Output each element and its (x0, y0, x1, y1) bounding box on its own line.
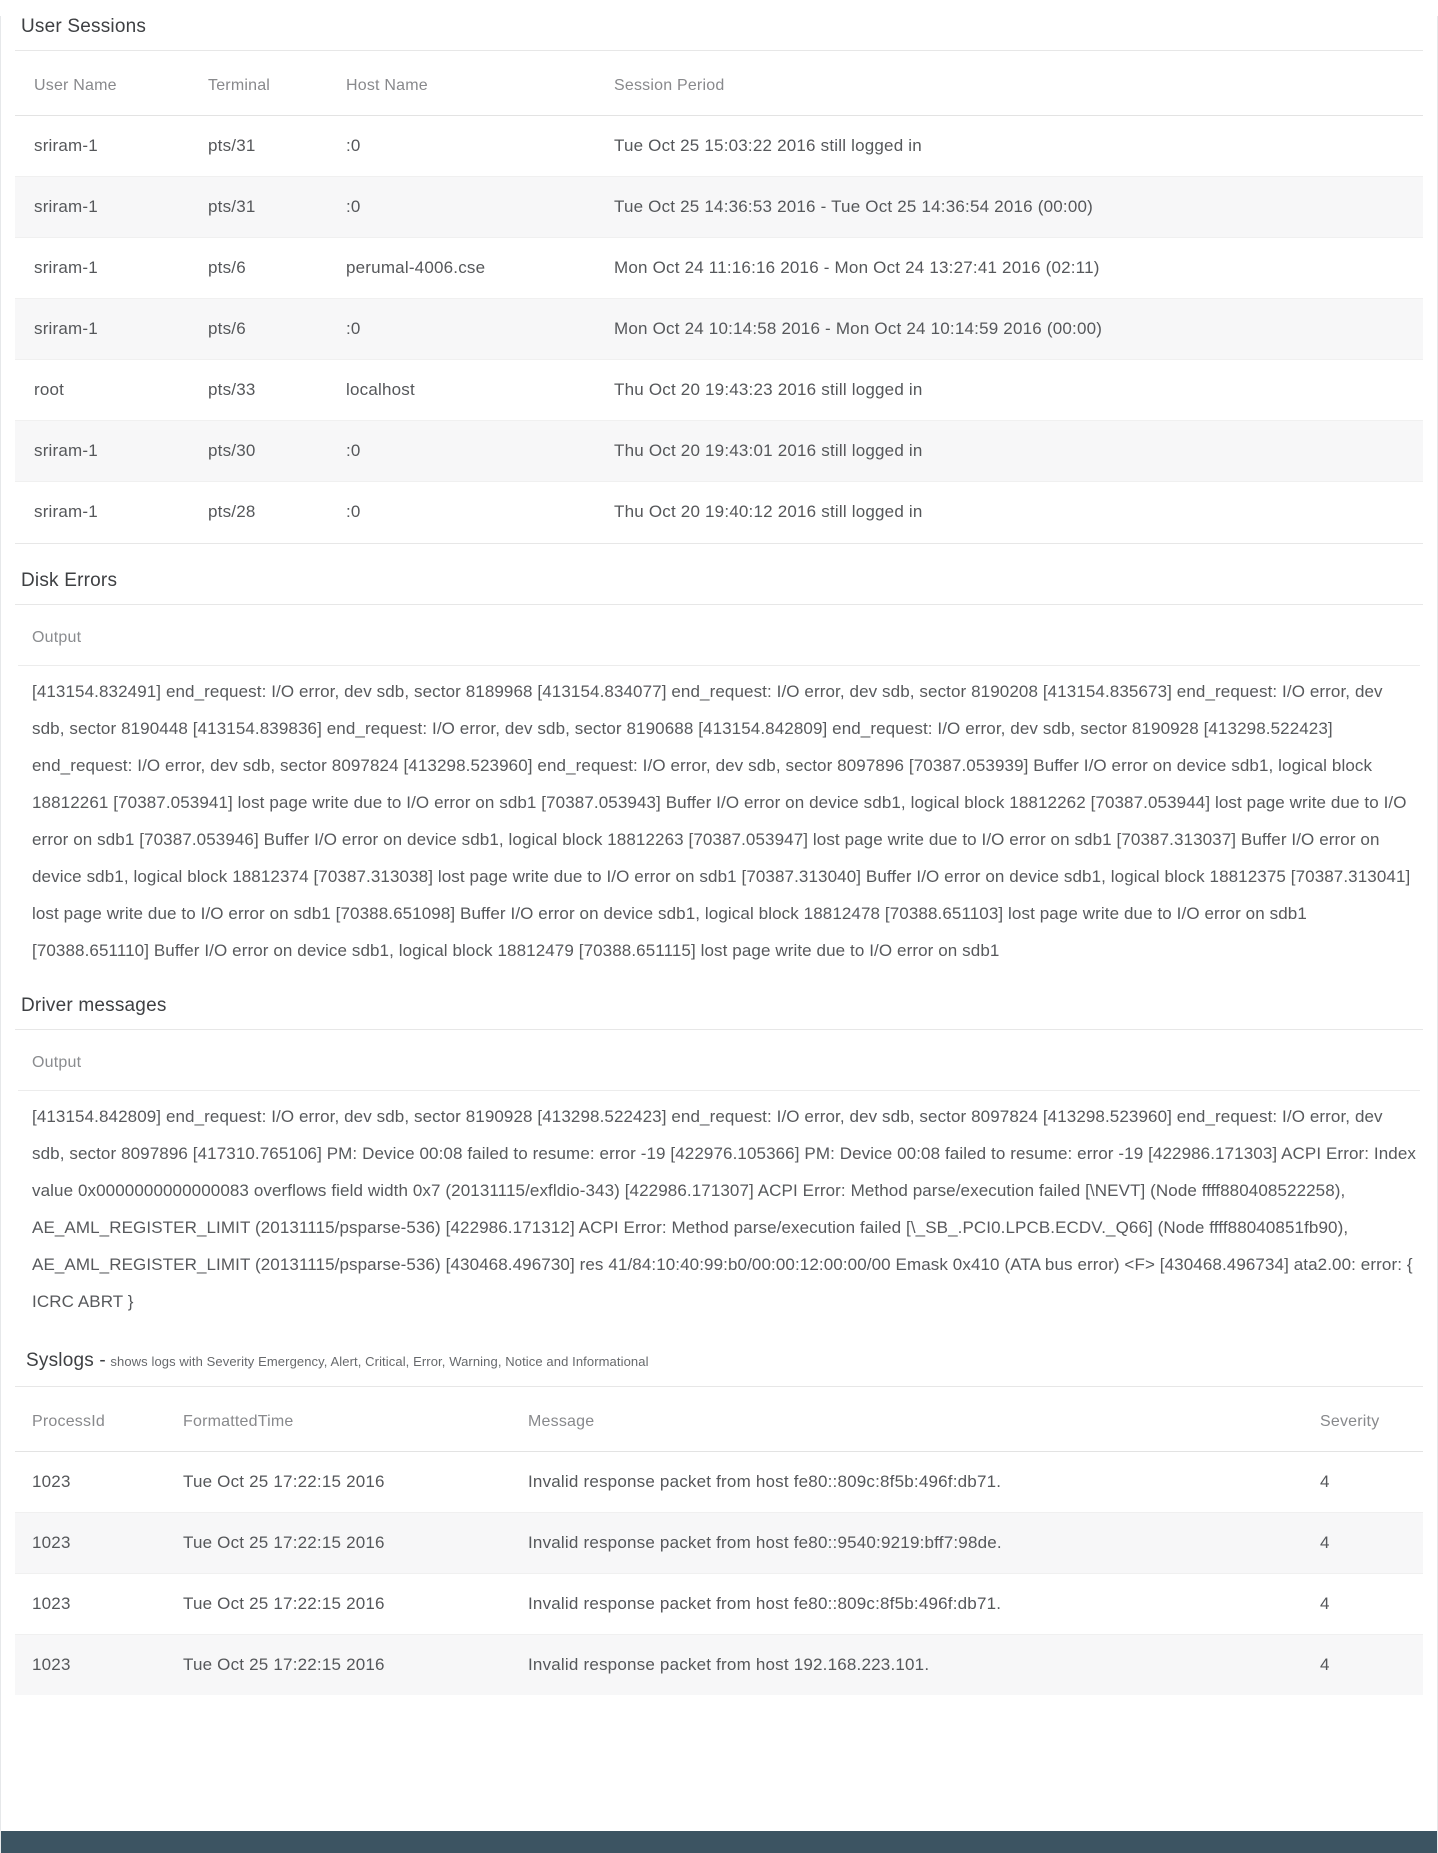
table-cell-terminal: pts/28 (189, 482, 327, 543)
col-session-period: Session Period (595, 51, 1423, 116)
table-cell-user: sriram-1 (15, 421, 189, 482)
col-severity: Severity (1303, 1387, 1423, 1452)
table-cell-period: Tue Oct 25 15:03:22 2016 still logged in (614, 136, 922, 155)
disk-errors-output-label: Output (32, 628, 82, 646)
driver-messages-output-text: [413154.842809] end_request: I/O error, dev sdb, sector 8190928 [413298.522423] end_request: I/O error, dev sdb, sector 8097824 [413298.523960] end_request: I/O error, dev sdb, sector 8097896 [417310.765106] PM: Device 00:08 failed to resume: error -19 [422976.105366] PM: Device 00:08 failed to resume: error -19 [422986.171303] ACPI Error: Index value 0x0000000000000083 overflows field width 0x7 (20131115/exfldio-343) [422986.171307] ACPI Error: Method parse/execution failed [\NEVT] (Node ffff880408522258), AE_AML_REGISTER_LIMIT (20131115/psparse-536) [422986.171312] ACPI Error: Method parse/execution failed [\_SB_.PCI0.LPCB.ECDV._Q66] (Node ffff88040851fb90), AE_AML_REGISTER_LIMIT (20131115/psparse-536) [430468.496730] res 41/84:10:40:99:b0/00:00:12:00:00/00 Emask 0x410 (ATA bus error) <F> [430468.496734] ata2.00: error: { ICRC ABRT } (32, 1106, 1416, 1311)
syslogs-subtitle: shows logs with Severity Emergency, Alert, Critical, Error, Warning, Notice and Informational (110, 1353, 649, 1369)
footer-bar (1, 1831, 1437, 1853)
divider (18, 665, 1420, 666)
table-cell-pid: 1023 (15, 1512, 166, 1573)
table-cell-user: root (15, 360, 189, 421)
table-cell-message: Invalid response packet from host fe80::809c:8f5b:496f:db71. (528, 1471, 1002, 1491)
table-cell-period: Thu Oct 20 19:43:23 2016 still logged in (595, 360, 1423, 421)
table-cell-period: Mon Oct 24 10:14:58 2016 - Mon Oct 24 10:14:59 2016 (00:00) (595, 299, 1423, 360)
table-cell-host: :0 (327, 421, 595, 482)
table-cell-message: Invalid response packet from host 192.168.223.101. (511, 1634, 1303, 1695)
disk-errors-output-text: [413154.832491] end_request: I/O error, dev sdb, sector 8189968 [413154.834077] end_request: I/O error, dev sdb, sector 8190208 [413154.835673] end_request: I/O error, dev sdb, sector 8190448 [413154.839836] end_request: I/O error, dev sdb, sector 8190688 [413154.842809] end_request: I/O error, dev sdb, sector 8190928 [413298.522423] end_request: I/O error, dev sdb, sector 8097824 [413298.523960] end_request: I/O error, dev sdb, sector 8097896 [70387.053939] Buffer I/O error on device sdb1, logical block 18812261 [70387.053941] lost page write due to I/O error on sdb1 [70387.053943] Buffer I/O error on device sdb1, logical block 18812262 [70387.053944] lost page write due to I/O error on sdb1 [70387.053946] Buffer I/O error on device sdb1, logical block 18812263 [70387.053947] lost page write due to I/O error on sdb1 [70387.313037] Buffer I/O error on device sdb1, logical block 18812374 [70387.313038] lost page write due to I/O error on sdb1 [70387.313040] Buffer I/O error on device sdb1, logical block 18812375 [70387.313041] lost page write due to I/O error on sdb1 [70388.651098] Buffer I/O error on device sdb1, logical block 18812478 [70388.651103] lost page write due to I/O error on sdb1 [70388.651110] Buffer I/O error on device sdb1, logical block 18812479 [70388.651115] lost page write due to I/O error on sdb1 (32, 681, 1411, 960)
col-user-name: User Name (15, 51, 189, 116)
table-cell-severity: 4 (1303, 1573, 1423, 1634)
syslogs-body (15, 1451, 1423, 1695)
col-message: Message (511, 1387, 1303, 1452)
table-cell-host: localhost (327, 360, 595, 421)
table-cell-host: :0 (327, 482, 595, 543)
divider (15, 543, 1423, 544)
table-row (15, 1634, 1423, 1695)
table-cell-host: :0 (327, 177, 595, 238)
disk-errors-section (15, 570, 1423, 969)
table-cell-terminal: pts/30 (189, 421, 327, 482)
table-cell-period: Tue Oct 25 14:36:53 2016 - Tue Oct 25 14:36:54 2016 (00:00) (595, 177, 1423, 238)
table-cell-pid: 1023 (15, 1634, 166, 1695)
table-cell-period: Mon Oct 24 11:16:16 2016 - Mon Oct 24 13:27:41 2016 (02:11) (595, 238, 1423, 299)
col-process-id: ProcessId (15, 1387, 166, 1452)
syslogs-table (15, 1387, 1423, 1696)
table-row (15, 1573, 1423, 1634)
divider (15, 604, 1423, 605)
table-cell-time: Tue Oct 25 17:22:15 2016 (166, 1512, 511, 1573)
table-cell-pid: 1023 (15, 1573, 166, 1634)
table-row (15, 238, 1423, 299)
table-cell-terminal: pts/6 (189, 238, 327, 299)
syslogs-heading (26, 1350, 1417, 1372)
divider (18, 1090, 1420, 1091)
table-row (15, 299, 1423, 360)
divider (15, 1029, 1423, 1030)
driver-messages-section (15, 995, 1423, 1320)
table-row (15, 177, 1423, 238)
driver-messages-output-label: Output (32, 1053, 82, 1071)
user-sessions-title: User Sessions (21, 16, 147, 37)
table-cell-time: Tue Oct 25 17:22:15 2016 (183, 1471, 385, 1491)
user-sessions-header-row (15, 51, 1423, 116)
table-cell-pid: 1023 (32, 1471, 71, 1491)
table-cell-user: sriram-1 (15, 238, 189, 299)
col-host-name: Host Name (327, 51, 595, 116)
table-cell-user: sriram-1 (15, 482, 189, 543)
table-row (15, 421, 1423, 482)
table-row (15, 360, 1423, 421)
table-cell-severity: 4 (1320, 1471, 1330, 1491)
table-cell-severity: 4 (1303, 1634, 1423, 1695)
table-cell-terminal: pts/33 (189, 360, 327, 421)
table-cell-message: Invalid response packet from host fe80::9540:9219:bff7:98de. (511, 1512, 1303, 1573)
table-cell-host: :0 (346, 136, 361, 155)
table-cell-period: Thu Oct 20 19:40:12 2016 still logged in (595, 482, 1423, 543)
table-cell-time: Tue Oct 25 17:22:15 2016 (166, 1634, 511, 1695)
table-cell-user: sriram-1 (15, 177, 189, 238)
table-cell-host: :0 (327, 299, 595, 360)
table-row (15, 482, 1423, 543)
table-cell-period: Thu Oct 20 19:43:01 2016 still logged in (595, 421, 1423, 482)
user-sessions-body (15, 116, 1423, 543)
monitor-detail-page (0, 16, 1438, 1853)
table-cell-terminal: pts/6 (189, 299, 327, 360)
syslogs-title: Syslogs - (26, 1349, 106, 1371)
table-cell-user: sriram-1 (34, 136, 98, 155)
syslogs-section (15, 1350, 1423, 1696)
user-sessions-section (15, 16, 1423, 544)
table-row (15, 1512, 1423, 1573)
table-cell-user: sriram-1 (15, 299, 189, 360)
table-row (15, 1451, 1423, 1512)
driver-messages-title: Driver messages (21, 994, 167, 1016)
col-terminal: Terminal (189, 51, 327, 116)
disk-errors-title: Disk Errors (21, 569, 118, 591)
table-cell-time: Tue Oct 25 17:22:15 2016 (166, 1573, 511, 1634)
table-cell-message: Invalid response packet from host fe80::809c:8f5b:496f:db71. (511, 1573, 1303, 1634)
table-cell-host: perumal-4006.cse (327, 238, 595, 299)
table-cell-terminal: pts/31 (189, 177, 327, 238)
table-cell-terminal: pts/31 (208, 136, 256, 155)
col-formatted-time: FormattedTime (166, 1387, 511, 1452)
table-row (15, 116, 1423, 177)
syslogs-header-row (15, 1387, 1423, 1452)
user-sessions-table (15, 51, 1423, 543)
table-cell-severity: 4 (1303, 1512, 1423, 1573)
